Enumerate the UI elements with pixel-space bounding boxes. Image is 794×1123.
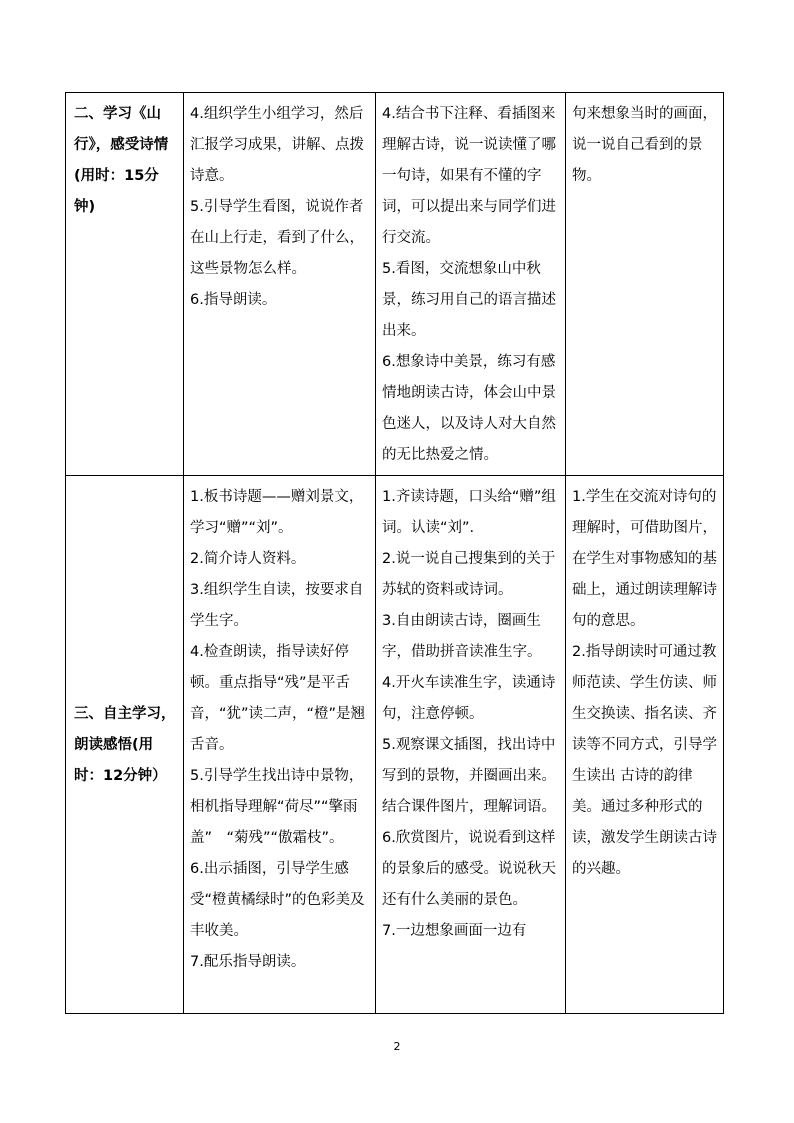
teacher-activity-cell [184, 93, 376, 476]
teacher-step: 1.板书诗题——赠刘景文，学习“赠”“刘”。 [190, 489, 364, 536]
design-intent-cell [566, 476, 724, 1014]
page-number: 2 [393, 1040, 401, 1053]
student-activity-cell [376, 476, 566, 1014]
student-step: 7.一边想象画面一边有 [382, 923, 527, 939]
teacher-step: 3.组织学生自读，按要求自学生字。 [190, 582, 364, 629]
teacher-step: 6.出示插图，引导学生感受“橙黄橘绿时”的色彩美及丰收美。 [190, 861, 365, 939]
student-step: 4.结合书下注释、看插图来理解古诗，说一说读懂了哪一句诗，如果有不懂的字词，可以提出来与同学们进行交流。 [382, 106, 556, 246]
student-step: 1.齐读诗题，口头给“赠”组词。认读“刘”． [382, 489, 556, 536]
lesson-plan-table [65, 92, 724, 1014]
student-step: 5.观察课文插图，找出诗中写到的景物，并圈画出来。结合课件图片，理解词语。 [382, 737, 556, 815]
stage-cell: 三、自主学习，朗读感悟(用时：12分钟） [66, 476, 184, 1014]
student-activity-cell [376, 93, 566, 476]
student-step: 5.看图，交流想象山中秋景，练习用自己的语言描述出来。 [382, 261, 556, 339]
intent-text: 句来想象当时的画面，说一说自己看到的景物。 [572, 106, 717, 184]
student-step: 6.欣赏图片，说说看到这样的景象后的感受。说说秋天还有什么美丽的景色。 [382, 830, 556, 908]
teacher-step: 6.指导朗读。 [190, 292, 277, 308]
table-row [66, 93, 724, 476]
student-step: 2.说一说自己搜集到的关于苏轼的资料或诗词。 [382, 551, 556, 598]
intent-text: 2.指导朗读时可通过教师范读、学生仿读、师生交换读、指名读、齐读等不同方式，引导学生读出 古诗的韵律美。通过多种形式的读，激发学生朗读古诗的兴趣。 [572, 644, 717, 877]
student-step: 4.开火车读准生字，读通诗句，注意停顿。 [382, 675, 556, 722]
teacher-step: 4.检查朗读，指导读好停顿。重点指导“残”是平舌音，“犹”读二声，“橙”是翘舌音。 [190, 644, 366, 753]
teacher-step: 5.引导学生找出诗中景物，相机指导理解“荷尽”“擎雨盖” “菊残”“傲霜枝”。 [190, 768, 364, 846]
design-intent-cell [566, 93, 724, 476]
teacher-activity-cell [184, 476, 376, 1014]
teacher-step: 7.配乐指导朗读。 [190, 954, 306, 970]
student-step: 3.自由朗读古诗，圈画生字，借助拼音读准生字。 [382, 613, 542, 660]
stage-cell: 二、学习《山行》，感受诗情(用时：15分钟) [66, 93, 184, 476]
intent-text: 1.学生在交流对诗句的理解时，可借助图片，在学生对事物感知的基础上，通过朗读理解诗句的意思。 [572, 489, 717, 629]
table-row [66, 476, 724, 1014]
teacher-step: 5.引导学生看图，说说作者在山上行走，看到了什么，这些景物怎么样。 [190, 199, 364, 277]
teacher-step: 4.组织学生小组学习，然后汇报学习成果，讲解、点拨诗意。 [190, 106, 364, 184]
teacher-step: 2.简介诗人资料。 [190, 551, 306, 567]
student-step: 6.想象诗中美景，练习有感情地朗读古诗，体会山中景色迷人，以及诗人对大自然的无比热爱之情。 [382, 354, 556, 463]
